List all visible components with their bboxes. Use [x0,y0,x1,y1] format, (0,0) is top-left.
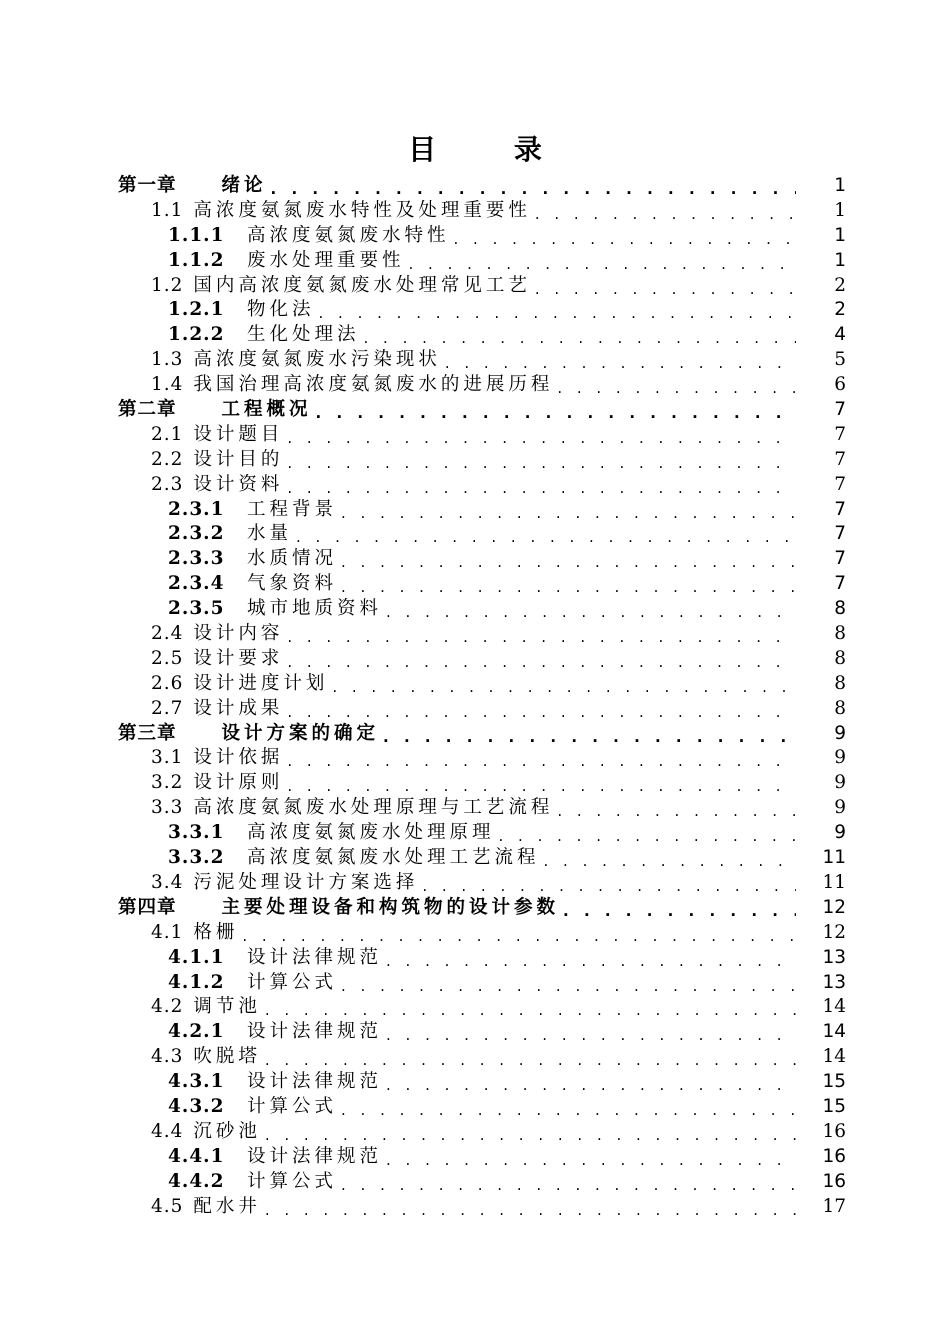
toc-page-number: 6 [834,374,846,396]
toc-entry-title: 主要处理设备和构筑物的设计参数 [221,896,560,918]
toc-entry-label [168,971,337,996]
toc-leader-dots [557,373,796,398]
toc-entry[interactable] [0,1045,950,1070]
toc-entry-label [151,647,283,672]
toc-entry-spacer [225,1146,248,1167]
toc-entry[interactable] [0,846,950,871]
toc-entry-label [151,672,328,697]
toc-page-number: 8 [834,647,846,669]
toc-entry-number: 1.2 [151,274,184,296]
toc-entry-number: 4.5 [151,1195,184,1217]
toc-entry-number: 2.1 [151,423,184,445]
toc-entry-label [168,547,337,572]
toc-leader-dots [499,821,796,846]
toc-leader-dots [341,498,796,523]
toc-entry-number: 2.6 [151,672,184,694]
toc-page-number: 1 [834,249,846,271]
toc-entry-label [151,274,531,299]
toc-leader-dots [287,622,796,647]
toc-entry-number: 1.4 [151,374,184,396]
toc-entry-title: 污泥处理设计方案选择 [193,871,419,893]
toc-entry-spacer [183,1121,193,1142]
toc-entry-spacer [225,523,248,544]
toc-entry-label [168,522,292,547]
toc-entry-number: 4.3 [151,1046,184,1068]
toc-entry-title: 设计法律规范 [247,1145,383,1167]
toc-entry-spacer [183,374,193,395]
toc-entry-title: 我国治理高浓度氨氮废水的进展历程 [193,374,554,396]
toc-leader-dots [287,697,796,722]
toc-leader-dots [242,921,796,946]
toc-page-number: 7 [834,573,846,595]
toc-entry-spacer [225,947,248,968]
toc-entry-spacer [225,225,248,246]
toc-entry[interactable] [0,672,950,697]
toc-entry-title: 气象资料 [247,573,338,595]
toc-entry-label [151,622,283,647]
toc-entry-spacer [225,299,248,320]
toc-entry-number: 1.2.2 [168,324,225,346]
toc-entry-spacer [183,797,193,818]
toc-entry-title: 工程概况 [221,399,312,421]
toc-page-number: 2 [834,274,846,296]
toc-entry-title: 设计进度计划 [193,672,329,694]
toc-entry-spacer [183,349,193,370]
toc-page-number: 1 [834,175,846,196]
toc-entry[interactable] [0,796,950,821]
toc-entry-title: 设计题目 [193,423,284,445]
toc-entry-spacer [183,673,193,694]
toc-entry-spacer [177,897,222,918]
toc-leader-dots [563,896,796,921]
toc-page-number: 12 [822,921,846,943]
toc-entry-label [168,1020,382,1045]
toc-entry-number: 4.4.2 [168,1170,225,1192]
toc-entry-title: 高浓度氨氮废水处理原理 [247,822,495,844]
toc-leader-dots [332,672,796,697]
toc-entry-label [118,722,379,747]
toc-entry[interactable] [0,995,950,1020]
toc-entry-label [151,1195,261,1220]
toc-entry[interactable] [0,946,950,971]
toc-entry-number: 4.2.1 [168,1021,225,1043]
toc-entry-label [168,1145,382,1170]
toc-page-number: 4 [834,324,846,346]
toc-entry-number: 4.4 [151,1120,184,1142]
toc-entry-number: 3.2 [151,772,184,794]
toc-entry-spacer [225,972,248,993]
toc-leader-dots [341,971,796,996]
toc-entry-title: 水量 [247,523,293,545]
toc-entry[interactable] [0,1070,950,1095]
toc-entry-number: 4.3.2 [168,1095,225,1117]
toc-entry-label [118,398,312,423]
toc-entry-spacer [225,822,248,843]
toc-entry[interactable] [0,896,950,921]
toc-entry-title: 计算公式 [247,971,338,993]
toc-entry-label [151,995,261,1020]
toc-page-number: 8 [834,623,846,645]
toc-entry-label [168,597,382,622]
toc-entry-number: 2.2 [151,448,184,470]
toc-entry[interactable] [0,274,950,299]
toc-entry-number: 2.3.5 [168,598,225,620]
toc-entry-number: 4.1.1 [168,946,225,968]
toc-entry[interactable] [0,473,950,498]
toc-entry-number: 4.2 [151,996,184,1018]
toc-entry-title: 格栅 [193,921,239,943]
toc-entry[interactable] [0,398,950,423]
toc-entry-label [151,473,283,498]
toc-entry-spacer [183,872,193,893]
toc-leader-dots [386,1020,796,1045]
toc-page-number: 8 [834,697,846,719]
toc-entry-label [168,821,495,846]
toc-entry-spacer [225,250,248,271]
toc-entry-label [151,348,441,373]
toc-entry-spacer [183,275,193,296]
toc-entry-spacer [225,548,248,569]
toc-entry-title: 高浓度氨氮废水污染现状 [193,349,441,371]
toc-entry-title: 城市地质资料 [247,598,383,620]
toc-entry-spacer [183,1046,193,1067]
toc-entry[interactable] [0,373,950,398]
toc-entry-label [168,298,315,323]
toc-entry-number: 3.3.1 [168,822,225,844]
toc-title: 目 录 [408,133,576,166]
toc-leader-dots [422,871,796,896]
toc-page-number: 7 [834,399,846,421]
toc-page-number: 7 [834,473,846,495]
toc-page-number: 1 [834,199,846,221]
toc-entry-title: 高浓度氨氮废水特性 [247,224,450,246]
toc-leader-dots [287,771,796,796]
toc-entry-label [168,846,540,871]
toc-entry-number: 3.3 [151,797,184,819]
toc-entry-number: 4.4.1 [168,1145,225,1167]
toc-page-number: 15 [822,1071,846,1093]
toc-entry-spacer [177,723,222,744]
toc-entry-label [168,1170,337,1195]
toc-entry-spacer [183,996,193,1017]
toc-entry-number: 第一章 [118,175,177,196]
toc-page-number: 9 [834,797,846,819]
toc-entry-title: 计算公式 [247,1095,338,1117]
toc-entry-label [151,771,283,796]
toc-entry[interactable] [0,647,950,672]
toc-entry-number: 2.3.1 [168,498,225,520]
toc-page-number: 8 [834,598,846,620]
toc-page-number: 13 [822,971,846,993]
toc-entry-number: 3.4 [151,871,184,893]
toc-page-number: 16 [822,1145,846,1167]
toc-leader-dots [287,746,796,771]
toc-entry[interactable] [0,921,950,946]
toc-entry-number: 3.3.2 [168,847,225,869]
toc-page-number: 7 [834,548,846,570]
toc-entry-title: 设计要求 [193,647,284,669]
toc-entry-label [168,498,337,523]
toc-leader-dots [383,722,796,747]
toc-page-number: 16 [822,1170,846,1192]
toc-entry[interactable] [0,1095,950,1120]
toc-entry-spacer [183,200,193,221]
toc-entry-number: 2.3.3 [168,548,225,570]
table-of-contents [0,174,950,1219]
toc-entry-label [151,373,553,398]
toc-entry-title: 配水井 [193,1195,261,1217]
toc-entry-number: 第四章 [118,896,177,918]
toc-leader-dots [544,846,796,871]
toc-leader-dots [265,1195,796,1220]
toc-leader-dots [319,298,796,323]
toc-page-number: 11 [822,871,846,893]
toc-page-number: 9 [834,747,846,769]
toc-entry[interactable] [0,1120,950,1145]
toc-leader-dots [265,1120,796,1145]
toc-entry[interactable] [0,448,950,473]
toc-page-number: 9 [834,822,846,844]
toc-entry-number: 2.3.4 [168,573,225,595]
toc-entry[interactable] [0,323,950,348]
toc-leader-dots [341,547,796,572]
toc-entry-number: 2.4 [151,623,184,645]
toc-entry-title: 设计法律规范 [247,946,383,968]
toc-entry-number: 1.3 [151,349,184,371]
toc-entry[interactable] [0,423,950,448]
toc-entry[interactable] [0,224,950,249]
toc-entry-number: 1.2.1 [168,299,225,321]
toc-entry[interactable] [0,522,950,547]
toc-page-number: 9 [834,772,846,794]
toc-entry-number: 1.1.2 [168,249,225,271]
toc-entry-title: 调节池 [193,996,261,1018]
toc-entry-label [151,423,283,448]
toc-entry-spacer [225,598,248,619]
toc-entry-number: 4.3.1 [168,1071,225,1093]
toc-entry-label [151,1120,261,1145]
toc-entry[interactable] [0,971,950,996]
toc-entry-title: 高浓度氨氮废水特性及处理重要性 [193,199,531,221]
toc-entry-title: 设计法律规范 [247,1071,383,1093]
toc-entry-spacer [225,324,248,345]
toc-entry[interactable] [0,697,950,722]
toc-leader-dots [386,1070,796,1095]
toc-entry-label [151,448,283,473]
toc-entry-title: 国内高浓度氨氮废水处理常见工艺 [193,274,531,296]
toc-entry-title: 设计目的 [193,448,284,470]
toc-entry-label [168,249,405,274]
toc-leader-dots [341,572,796,597]
toc-entry-label [151,746,283,771]
toc-entry-title: 设计法律规范 [247,1021,383,1043]
toc-entry-label [168,1095,337,1120]
toc-entry-spacer [183,1196,193,1217]
toc-leader-dots [445,348,796,373]
toc-page-number: 2 [834,299,846,321]
toc-leader-dots [265,995,796,1020]
toc-entry-number: 3.1 [151,747,184,769]
toc-entry-title: 计算公式 [247,1170,338,1192]
toc-entry[interactable] [0,1145,950,1170]
toc-leader-dots [535,274,796,299]
toc-entry-spacer [225,573,248,594]
toc-entry-label [168,224,450,249]
toc-entry-title: 废水处理重要性 [247,249,405,271]
toc-entry-title: 沉砂池 [193,1120,261,1142]
toc-entry[interactable] [0,547,950,572]
toc-page-number: 17 [822,1195,846,1217]
toc-entry-label [151,796,553,821]
toc-entry[interactable] [0,746,950,771]
toc-entry-title: 设计内容 [193,623,284,645]
toc-page-number: 13 [822,946,846,968]
toc-entry-number: 第二章 [118,399,177,421]
toc-entry[interactable] [0,821,950,846]
toc-leader-dots [386,1145,796,1170]
toc-leader-dots [409,249,796,274]
toc-entry[interactable] [0,348,950,373]
toc-entry[interactable] [0,572,950,597]
toc-entry[interactable] [0,298,950,323]
toc-leader-dots [341,1095,796,1120]
toc-entry-label [168,1070,382,1095]
toc-entry-label [151,921,238,946]
toc-page-number: 7 [834,498,846,520]
toc-entry-spacer [225,1171,248,1192]
toc-entry-title: 设计依据 [193,747,284,769]
toc-entry[interactable] [0,1020,950,1045]
toc-leader-dots [386,946,796,971]
toc-entry-label [151,871,418,896]
toc-entry-title: 水质情况 [247,548,338,570]
toc-leader-dots [287,423,796,448]
toc-entry[interactable] [0,597,950,622]
toc-entry-spacer [177,175,222,196]
toc-entry[interactable] [0,199,950,224]
toc-entry-title: 设计成果 [193,697,284,719]
toc-entry-spacer [183,922,193,943]
toc-entry-title: 吹脱塔 [193,1046,261,1068]
toc-entry[interactable] [0,771,950,796]
toc-entry-spacer [183,623,193,644]
toc-entry-spacer [225,499,248,520]
toc-entry-title: 高浓度氨氮废水处理原理与工艺流程 [193,797,554,819]
toc-entry-number: 1.1.1 [168,224,225,246]
toc-entry-label [168,572,337,597]
toc-page-number: 1 [834,224,846,246]
toc-entry-title: 设计资料 [193,473,284,495]
toc-entry-spacer [183,772,193,793]
toc-leader-dots [386,597,796,622]
toc-entry-label [151,199,531,224]
toc-entry-number: 4.1 [151,921,184,943]
toc-entry[interactable] [0,1195,950,1220]
toc-leader-dots [341,1170,796,1195]
toc-entry-title: 设计原则 [193,772,284,794]
toc-entry-title: 高浓度氨氮废水处理工艺流程 [247,847,540,869]
toc-leader-dots [296,522,796,547]
toc-entry[interactable] [0,498,950,523]
toc-entry-spacer [183,747,193,768]
toc-page-number: 14 [822,1021,846,1043]
toc-entry-title: 设计方案的确定 [221,722,380,744]
toc-entry-spacer [183,698,193,719]
toc-entry-spacer [183,474,193,495]
toc-entry-spacer [225,1021,248,1042]
toc-leader-dots [287,647,796,672]
toc-entry-spacer [183,648,193,669]
toc-entry[interactable] [0,622,950,647]
toc-entry-label [151,1045,261,1070]
toc-entry[interactable] [0,1170,950,1195]
toc-entry[interactable] [0,871,950,896]
toc-leader-dots [364,323,796,348]
toc-page-number: 14 [822,1046,846,1068]
toc-entry-label [151,697,283,722]
toc-leader-dots [287,448,796,473]
toc-entry[interactable] [0,722,950,747]
toc-leader-dots [316,398,796,423]
toc-entry-title: 工程背景 [247,498,338,520]
toc-entry-title: 生化处理法 [247,324,360,346]
toc-entry-spacer [225,847,248,868]
toc-entry-spacer [183,424,193,445]
toc-entry-number: 1.1 [151,199,184,221]
toc-page-number: 15 [822,1095,846,1117]
toc-leader-dots [557,796,796,821]
toc-entry-number: 2.3.2 [168,523,225,545]
toc-entry-label [168,323,360,348]
toc-entry-spacer [225,1096,248,1117]
toc-entry-number: 2.3 [151,473,184,495]
toc-page-number: 9 [834,722,846,744]
toc-entry-spacer [225,1071,248,1092]
toc-leader-dots [287,473,796,498]
toc-entry[interactable] [0,249,950,274]
toc-leader-dots [454,224,796,249]
toc-page-number: 14 [822,996,846,1018]
toc-entry-number: 第三章 [118,722,177,744]
toc-entry-number: 2.7 [151,697,184,719]
toc-leader-dots [271,174,796,199]
toc-entry-number: 4.1.2 [168,971,225,993]
toc-page-number: 5 [834,349,846,371]
toc-leader-dots [535,199,796,224]
toc-entry-label [168,946,382,971]
toc-entry[interactable] [0,174,950,199]
toc-entry-title: 物化法 [247,299,315,321]
toc-entry-number: 2.5 [151,647,184,669]
toc-page-number: 7 [834,448,846,470]
toc-entry-spacer [183,449,193,470]
toc-page-number: 7 [834,523,846,545]
toc-entry-title: 绪论 [221,175,267,196]
toc-leader-dots [265,1045,796,1070]
toc-entry-spacer [177,399,222,420]
toc-entry-label [118,896,559,921]
toc-page-number: 16 [822,1120,846,1142]
toc-page-number: 7 [834,423,846,445]
toc-page-number: 8 [834,672,846,694]
toc-page-number: 12 [822,896,846,918]
toc-entry-label [118,174,267,199]
toc-page-number: 11 [822,847,846,869]
